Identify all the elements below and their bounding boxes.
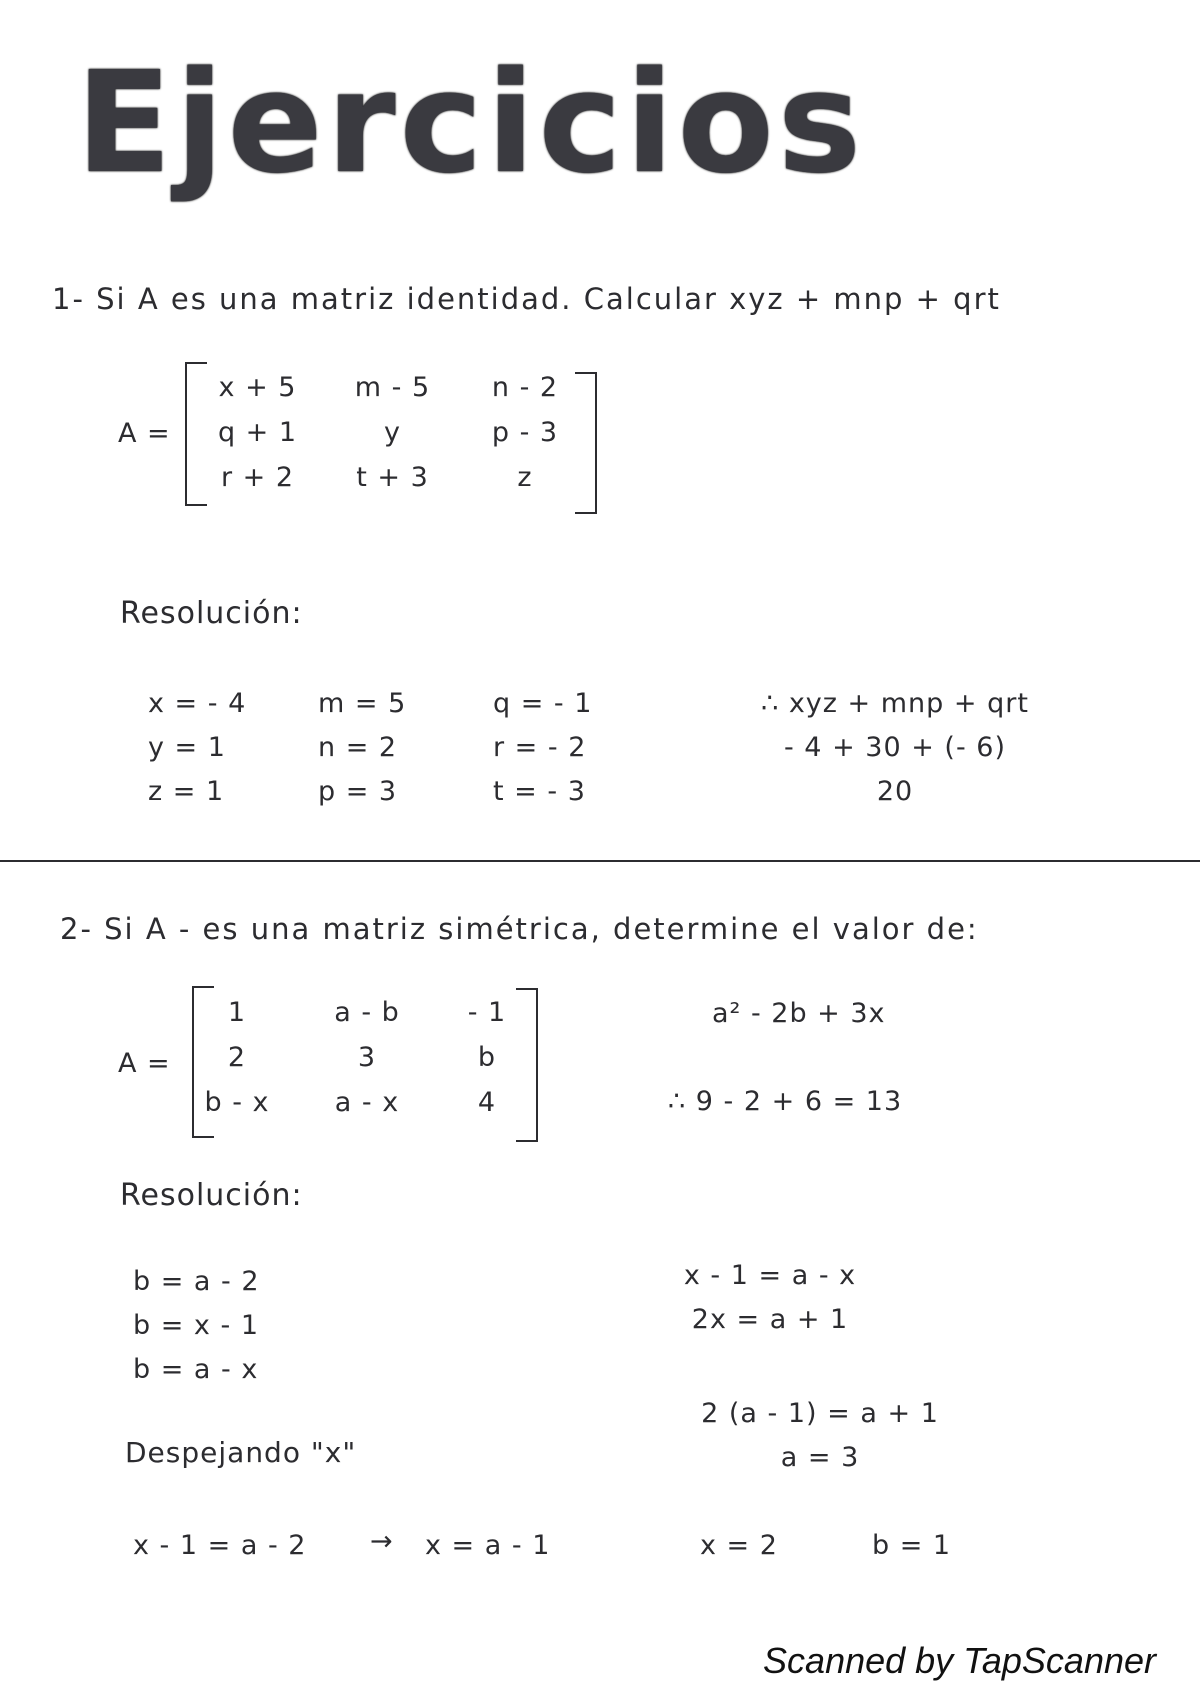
exercise-1-values-col3	[493, 682, 592, 814]
result-line: - 4 + 30 + (- 6)	[783, 732, 1006, 763]
arrow-icon: →	[370, 1526, 394, 1557]
matrix-cell: t + 3	[356, 462, 429, 493]
value-line: y = 1	[148, 732, 226, 763]
matrix-cell: n - 2	[491, 372, 559, 403]
page-title: Ejercicios	[76, 42, 866, 205]
exercise-2-left-equations	[133, 1260, 260, 1392]
matrix-cell: a - x	[334, 1087, 400, 1118]
value-line: z = 1	[148, 776, 225, 807]
exercise-2-answer: ∴ 9 - 2 + 6 = 13	[668, 1086, 903, 1117]
value-line: t = - 3	[493, 776, 586, 807]
matrix-cell: x + 5	[218, 372, 297, 403]
despejando-label: Despejando "x"	[125, 1436, 357, 1469]
matrix-cell: r + 2	[220, 462, 295, 493]
exercise-2-prompt: 2- Si A - es una matriz simétrica, determine el valor de:	[60, 912, 979, 946]
exercise-1-matrix-label: A =	[118, 418, 171, 449]
equation-line: 2 (a - 1) = a + 1	[701, 1398, 939, 1429]
exercise-1-values-col1	[148, 682, 246, 814]
equation-line: b = a - x	[133, 1354, 259, 1385]
matrix-cell: b	[477, 1042, 497, 1073]
equation-line: 2x = a + 1	[691, 1304, 849, 1335]
exercise-1-prompt: 1- Si A es una matriz identidad. Calcular xyz + mnp + qrt	[52, 282, 1001, 316]
value-line: x = - 4	[148, 688, 247, 719]
matrix-cell: m - 5	[354, 372, 431, 403]
value-line: p = 3	[318, 776, 398, 807]
exercise-2-resolution-label: Resolución:	[120, 1178, 303, 1213]
exercise-1-result	[715, 682, 1075, 814]
matrix-cell: 2	[227, 1042, 247, 1073]
exercise-1-resolution-label: Resolución:	[120, 596, 303, 631]
exercise-2-matrix-label: A =	[118, 1048, 171, 1079]
result-line: ∴ xyz + mnp + qrt	[761, 688, 1029, 719]
equation-line: b = x - 1	[133, 1310, 259, 1341]
matrix-cell: z	[517, 462, 533, 493]
exercise-1-values-col2	[318, 682, 406, 814]
section-divider	[0, 860, 1200, 862]
matrix-cell: - 1	[467, 997, 507, 1028]
equation-line: b = a - 2	[133, 1266, 260, 1297]
exercise-2-right-equations-2	[690, 1392, 950, 1480]
exercise-2-expression: a² - 2b + 3x	[712, 998, 886, 1029]
value-line: q = - 1	[493, 688, 593, 719]
value-line: m = 5	[318, 688, 407, 719]
value-line: n = 2	[318, 732, 398, 763]
exercise-2-matrix	[172, 990, 542, 1125]
scanner-watermark: Scanned by TapScanner	[763, 1640, 1156, 1681]
result-b: b = 1	[872, 1530, 952, 1561]
matrix-cell: p - 3	[491, 417, 559, 448]
equation-line: x - 1 = a - x	[683, 1260, 857, 1291]
matrix-cell: 1	[227, 997, 247, 1028]
matrix-cell: q + 1	[217, 417, 298, 448]
matrix-cell: 4	[477, 1087, 497, 1118]
matrix-cell: a - b	[334, 997, 400, 1028]
exercise-1-matrix	[190, 365, 590, 500]
matrix-cell: y	[384, 417, 401, 448]
result-line: 20	[876, 776, 914, 807]
exercise-2-right-equations	[670, 1254, 870, 1342]
matrix-cell: 3	[357, 1042, 377, 1073]
result-x: x = 2	[700, 1530, 778, 1561]
bottom-left-equation: x - 1 = a - 2	[133, 1530, 307, 1561]
value-line: r = - 2	[493, 732, 587, 763]
matrix-cell: b - x	[204, 1087, 270, 1118]
bottom-mid-equation: x = a - 1	[425, 1530, 551, 1561]
equation-line: a = 3	[780, 1442, 860, 1473]
